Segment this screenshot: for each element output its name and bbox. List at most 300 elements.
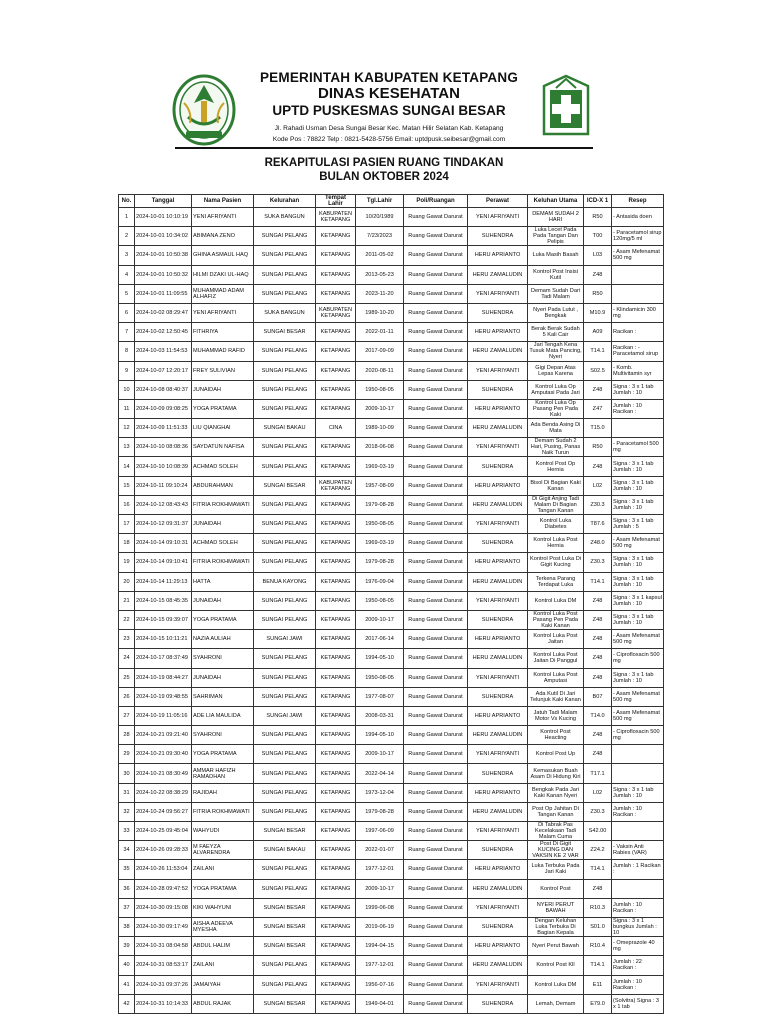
table-cell: GHINA ASMAUL HAQ <box>192 246 254 265</box>
patient-recap-table <box>118 194 664 1014</box>
table-cell: 35 <box>119 860 135 879</box>
table-cell: - Asam Mefenamat 500 mg <box>612 534 664 553</box>
table-cell: Jumlah : 10 Racikan : <box>612 802 664 821</box>
table-row <box>119 630 664 649</box>
table-cell: 2017-09-09 <box>356 342 404 361</box>
table-row <box>119 841 664 860</box>
table-cell: KETAPANG <box>316 706 356 725</box>
table-cell <box>612 419 664 438</box>
table-cell: FITRIA ROKHMAWATI <box>192 495 254 514</box>
table-cell: L02 <box>584 783 612 802</box>
table-cell: Ruang Gawat Darurat <box>404 822 468 841</box>
table-cell: 2024-10-11 09:10:24 <box>135 476 192 495</box>
table-cell: 2024-10-31 10:14:33 <box>135 994 192 1013</box>
table-cell: Ruang Gawat Darurat <box>404 438 468 457</box>
table-cell: KETAPANG <box>316 265 356 284</box>
table-cell: 13 <box>119 438 135 457</box>
table-cell: SUNGAI BAKAU <box>254 419 316 438</box>
table-row <box>119 457 664 476</box>
table-cell: YENI AFRIYANTI <box>468 284 528 303</box>
table-cell: Demam Sudah 2 Hari, Pusing, Panas Naik Turun <box>528 438 584 457</box>
table-cell: SUNGAI PELANG <box>254 246 316 265</box>
table-cell: Z48 <box>584 630 612 649</box>
table-cell: Jari Tengah Kena Tusuk Mata Pancing, Nyeri <box>529 342 582 361</box>
table-cell: R10.4 <box>584 937 612 956</box>
table-cell: HERU ZAMALUDIN <box>468 342 528 361</box>
table-cell: Luka Terbuka Pada Jari Kaki <box>528 860 584 879</box>
table-cell: Ruang Gawat Darurat <box>404 208 468 227</box>
table-cell: MUHAMMAD RAFID <box>192 342 254 361</box>
table-cell: HILMI DZAKI UL-HAQ <box>192 265 254 284</box>
table-cell: SUHENDRA <box>468 764 528 783</box>
table-row <box>119 802 664 821</box>
table-cell: Kemasukan Buah Asam Di Hidung Kiri <box>528 764 584 783</box>
table-cell: 39 <box>119 937 135 956</box>
table-row <box>119 591 664 610</box>
table-cell: Kontrol Post Insisi Kutil <box>528 265 584 284</box>
table-cell: SUNGAI PELANG <box>254 668 316 687</box>
table-cell: 2024-10-10 08:08:36 <box>135 438 192 457</box>
table-cell: AMMAR HAFIZH RAMADHAN <box>192 764 254 783</box>
table-cell: SUHENDRA <box>468 610 528 629</box>
table-cell: SUHENDRA <box>468 457 528 476</box>
table-cell: KETAPANG <box>316 956 356 975</box>
table-cell: JUNAIDAH <box>192 380 254 399</box>
table-cell: NYERI PERUT BAWAH <box>528 898 584 917</box>
table-cell: KETAPANG <box>316 898 356 917</box>
unit-name: UPTD PUSKESMAS SUNGAI BESAR <box>272 103 506 118</box>
table-cell: HATTA <box>192 572 254 591</box>
table-cell: ACHMAD SOLEH <box>192 534 254 553</box>
table-cell: KETAPANG <box>316 994 356 1013</box>
table-cell: Luka Lecet Pada Pada Tangan Dan Pelipis <box>528 227 584 246</box>
table-cell: SUNGAI PELANG <box>254 227 316 246</box>
table-row <box>119 572 664 591</box>
table-cell: 40 <box>119 956 135 975</box>
table-cell: SUNGAI BESAR <box>254 994 316 1013</box>
table-cell: Ruang Gawat Darurat <box>404 917 468 936</box>
table-header-row <box>119 195 664 208</box>
table-cell <box>612 879 664 898</box>
table-cell: Ruang Gawat Darurat <box>404 515 468 534</box>
table-row <box>119 399 664 418</box>
table-cell: Ruang Gawat Darurat <box>404 879 468 898</box>
table-cell: Ruang Gawat Darurat <box>404 572 468 591</box>
table-cell: SUNGAI PELANG <box>254 534 316 553</box>
table-cell: HERU ZAMALUDIN <box>468 572 528 591</box>
table-cell: ADE LIA MAULIDA <box>192 706 254 725</box>
table-cell: SUNGAI PELANG <box>254 649 316 668</box>
table-cell: 1989-10-20 <box>356 303 404 322</box>
table-cell: 2024-10-31 08:04:58 <box>135 937 192 956</box>
table-cell: 25 <box>119 668 135 687</box>
table-cell: SUNGAI PELANG <box>254 860 316 879</box>
table-cell: SUNGAI PELANG <box>254 265 316 284</box>
table-cell: Racikan : - Paracetamol sirup <box>612 342 664 361</box>
table-cell: HERU APRIANTO <box>468 476 528 495</box>
table-cell: 2024-10-30 09:17:49 <box>135 917 192 936</box>
table-cell: Kontrol Luka Post Amputasi <box>528 668 584 687</box>
table-cell: 1977-08-07 <box>356 687 404 706</box>
table-row <box>119 879 664 898</box>
table-cell: R50 <box>584 284 612 303</box>
table-cell: Ada Kutil Di Jari Telunjuk Kaki Kanan <box>528 687 584 706</box>
table-cell: KIKI WAHYUNI <box>192 898 254 917</box>
table-cell: 2024-10-01 10:10:19 <box>135 208 192 227</box>
table-row <box>119 649 664 668</box>
table-cell: 2024-10-01 10:50:38 <box>135 246 192 265</box>
report-title-line1: REKAPITULASI PASIEN RUANG TINDAKAN <box>264 157 504 169</box>
table-cell: 9 <box>119 361 135 380</box>
table-cell: SUNGAI PELANG <box>254 764 316 783</box>
table-cell: 23 <box>119 630 135 649</box>
table-cell: Signa : 3 x 1 tab Jumlah : 10 <box>612 668 664 687</box>
table-cell: Racikan : <box>612 323 664 342</box>
table-cell: - Paracetamol 500 mg <box>612 438 664 457</box>
table-cell: 2020-08-11 <box>356 361 404 380</box>
table-cell: SAYDATUN NAFISA <box>192 438 254 457</box>
table-cell: 2024-10-01 11:09:55 <box>135 284 192 303</box>
table-cell: ABDUL RAJAK <box>192 994 254 1013</box>
table-cell: Ruang Gawat Darurat <box>404 610 468 629</box>
table-cell: Kontrol Luka Post Pasang Pen Pada Kaki Kanan <box>528 610 584 629</box>
table-cell: SUNGAI PELANG <box>254 802 316 821</box>
table-cell: 2022-01-07 <box>356 841 404 860</box>
table-cell: SUHENDRA <box>468 994 528 1013</box>
table-cell: FITRIA ROKHMAWATI <box>192 802 254 821</box>
table-cell: E79.0 <box>584 994 612 1013</box>
table-cell: - Komb. Multivitamin syr <box>612 361 664 380</box>
table-cell: T17.1 <box>584 764 612 783</box>
table-cell: SUNGAI PELANG <box>254 975 316 994</box>
table-cell: ZAILANI <box>192 860 254 879</box>
table-cell: 2024-10-12 09:31:37 <box>135 515 192 534</box>
table-cell: KETAPANG <box>316 591 356 610</box>
table-cell: JUNAIDAH <box>192 591 254 610</box>
table-cell: Z47 <box>584 399 612 418</box>
table-cell: Di Tabrak Pas Kecelakaan Tadi Malam Cuma <box>528 822 584 841</box>
table-cell: T14.1 <box>584 572 612 591</box>
table-cell: Kontrol Post Luka Di Gigit Kucing <box>528 553 584 572</box>
table-cell: Jumlah : 10 Racikan : <box>612 898 664 917</box>
table-cell: SUHENDRA <box>468 917 528 936</box>
table-cell: YENI AFRIYANTI <box>192 208 254 227</box>
table-cell: 41 <box>119 975 135 994</box>
table-cell: 28 <box>119 726 135 745</box>
table-cell: Ruang Gawat Darurat <box>404 265 468 284</box>
table-cell: KABUPATEN KETAPANG <box>316 208 356 227</box>
table-cell: KETAPANG <box>316 515 356 534</box>
table-cell: 16 <box>119 495 135 514</box>
table-cell: Nyeri Pada Lutut , Bengkak <box>528 303 584 322</box>
table-cell: Z48 <box>584 610 612 629</box>
table-cell: Dengan Keluhan Luka Terbuka Di Bagian Kepala <box>528 917 584 936</box>
table-cell: KETAPANG <box>316 361 356 380</box>
table-row <box>119 610 664 629</box>
table-cell: 31 <box>119 783 135 802</box>
table-cell: KETAPANG <box>316 687 356 706</box>
table-cell: Signa : 3 x 1 tab Jumlah : 10 <box>612 572 664 591</box>
table-cell: KETAPANG <box>316 802 356 821</box>
table-cell: Ruang Gawat Darurat <box>404 303 468 322</box>
table-cell: NAZIA AULIAH <box>192 630 254 649</box>
table-cell: 34 <box>119 841 135 860</box>
table-cell: 26 <box>119 687 135 706</box>
table-cell: Demam Sudah Dari Tadi Malam <box>528 284 584 303</box>
table-cell: 2023-11-20 <box>356 284 404 303</box>
table-cell: 2024-10-31 08:53:17 <box>135 956 192 975</box>
table-cell: Kontrol Post Heacting <box>528 726 584 745</box>
table-row <box>119 956 664 975</box>
address-line: Jl. Rahadi Usman Desa Sungai Besar Kec. Matan Hilir Selatan Kab. Ketapang <box>274 125 504 132</box>
table-cell: Ruang Gawat Darurat <box>404 745 468 764</box>
table-cell: Z48 <box>584 879 612 898</box>
table-cell: KETAPANG <box>316 764 356 783</box>
table-cell: 2022-04-14 <box>356 764 404 783</box>
table-cell: 2024-10-19 09:48:55 <box>135 687 192 706</box>
table-cell: 36 <box>119 879 135 898</box>
table-cell: R10.3 <box>584 898 612 917</box>
table-cell: Signa : 3 x 1 bungkus Jumlah : 10 <box>612 917 664 936</box>
table-cell: 2024-10-14 09:10:41 <box>135 553 192 572</box>
table-cell: WAHYUDI <box>192 822 254 841</box>
table-cell: 2024-10-02 12:50:45 <box>135 323 192 342</box>
table-cell: YENI AFRIYANTI <box>468 975 528 994</box>
table-cell: 2024-10-03 11:54:53 <box>135 342 192 361</box>
table-cell: 2024-10-02 08:29:47 <box>135 303 192 322</box>
table-cell: YOGA PRATAMA <box>192 610 254 629</box>
table-row <box>119 668 664 687</box>
table-cell: SUHENDRA <box>468 841 528 860</box>
table-cell: Z48 <box>584 745 612 764</box>
table-cell: 1950-08-05 <box>356 515 404 534</box>
contact-line: Kode Pos : 78822 Telp : 0821-5428-5756 Email: uptdpusk.seibesar@gmail.com <box>272 136 506 143</box>
table-cell: Signa : 3 x 1 tab Jumlah : 10 <box>612 476 664 495</box>
table-cell: 17 <box>119 515 135 534</box>
table-cell: SUNGAI PELANG <box>254 783 316 802</box>
table-row <box>119 764 664 783</box>
table-cell: Bengkak Pada Jari Kaki Kanan Nyeri <box>528 783 584 802</box>
table-cell: 2024-10-31 09:37:26 <box>135 975 192 994</box>
table-cell: YENI AFRIYANTI <box>468 591 528 610</box>
table-cell: KETAPANG <box>316 495 356 514</box>
table-cell: 1979-08-28 <box>356 553 404 572</box>
table-cell: Ruang Gawat Darurat <box>404 687 468 706</box>
table-cell: 2024-10-28 09:47:52 <box>135 879 192 898</box>
table-cell: Z48 <box>584 668 612 687</box>
table-cell: T00 <box>584 227 612 246</box>
table-cell: Ruang Gawat Darurat <box>404 706 468 725</box>
agency-name: DINAS KESEHATAN <box>318 85 460 102</box>
table-row <box>119 246 664 265</box>
table-cell: Ruang Gawat Darurat <box>404 380 468 399</box>
table-cell: 6 <box>119 303 135 322</box>
table-cell: SAHRIMAN <box>192 687 254 706</box>
table-cell: SUNGAI BESAR <box>254 898 316 917</box>
table-cell: Z48 <box>584 265 612 284</box>
table-cell: Kontrol Post <box>528 879 584 898</box>
table-row <box>119 284 664 303</box>
table-cell: 1979-08-28 <box>356 802 404 821</box>
table-cell: YENI AFRIYANTI <box>468 361 528 380</box>
table-cell: 2024-10-19 11:05:16 <box>135 706 192 725</box>
table-cell: - Vaksin Anti Rabies (VAR) <box>612 841 664 860</box>
table-cell: SUNGAI PELANG <box>254 399 316 418</box>
table-cell: KETAPANG <box>316 668 356 687</box>
table-cell: 2024-10-21 09:21:40 <box>135 726 192 745</box>
table-cell: Post Di Gigit KUCING DAN VAKSIN KE 2 VAR <box>528 841 584 860</box>
table-cell: KETAPANG <box>316 726 356 745</box>
table-cell: - Asam Mefenamat 500 mg <box>612 706 664 725</box>
table-cell: SYAHRONI <box>192 649 254 668</box>
table-cell: 4 <box>119 265 135 284</box>
table-cell: Signa : 3 x 1 tab Jumlah : 10 <box>612 553 664 572</box>
table-cell: DEMAM SUDAH 2 HARI <box>528 208 584 227</box>
table-cell: Kontrol Luka Post Hernia <box>528 534 584 553</box>
table-cell: 2024-10-21 08:30:49 <box>135 764 192 783</box>
table-cell: T15.0 <box>584 419 612 438</box>
table-cell: 1 <box>119 208 135 227</box>
table-cell: 1957-08-09 <box>356 476 404 495</box>
table-cell <box>612 822 664 841</box>
table-cell: 5 <box>119 284 135 303</box>
table-cell: Ruang Gawat Darurat <box>404 860 468 879</box>
kabupaten-ketapang-emblem-icon <box>172 73 236 147</box>
table-row <box>119 994 664 1013</box>
table-cell: Ruang Gawat Darurat <box>404 898 468 917</box>
table-row <box>119 495 664 514</box>
table-cell <box>612 265 664 284</box>
table-cell: 2024-10-19 08:44:27 <box>135 668 192 687</box>
table-cell: Ruang Gawat Darurat <box>404 668 468 687</box>
table-cell: E11 <box>584 975 612 994</box>
table-cell: Ruang Gawat Darurat <box>404 534 468 553</box>
table-row <box>119 860 664 879</box>
table-row <box>119 726 664 745</box>
table-cell: Kontrol Post Up <box>528 745 584 764</box>
table-row <box>119 438 664 457</box>
table-cell: KETAPANG <box>316 860 356 879</box>
table-cell: Z24.2 <box>584 841 612 860</box>
table-cell: HERU APRIANTO <box>468 553 528 572</box>
table-cell: Ruang Gawat Darurat <box>404 284 468 303</box>
table-cell: Kontrol Post Op Hernia <box>528 457 584 476</box>
table-cell: SUNGAI PELANG <box>254 361 316 380</box>
table-row <box>119 303 664 322</box>
column-header: Tgl.Lahir <box>356 195 404 208</box>
table-cell: - Asam Mefenamat 500 mg <box>612 687 664 706</box>
table-cell: SUNGAI PELANG <box>254 438 316 457</box>
table-cell: Gigi Depan Atas Lepas Karena <box>528 361 584 380</box>
table-cell: 2022-01-11 <box>356 323 404 342</box>
table-cell: - Omeprazole 40 mg <box>612 937 664 956</box>
table-cell: HERU APRIANTO <box>468 937 528 956</box>
table-cell: 1999-06-08 <box>356 898 404 917</box>
table-cell: 1973-12-04 <box>356 783 404 802</box>
report-title <box>0 156 768 184</box>
table-cell: Signa : 3 x 1 tab Jumlah : 10 <box>612 457 664 476</box>
table-cell: 37 <box>119 898 135 917</box>
table-cell: 2024-10-24 09:56:27 <box>135 802 192 821</box>
table-cell: 1979-08-28 <box>356 495 404 514</box>
table-cell: SUNGAI BESAR <box>254 476 316 495</box>
table-cell: SUKA BANGUN <box>254 208 316 227</box>
table-cell: - Asam Mefenamat 500 mg <box>612 246 664 265</box>
table-cell: HERU APRIANTO <box>468 246 528 265</box>
table-cell: SUNGAI PELANG <box>254 457 316 476</box>
table-cell: YENI AFRIYANTI <box>468 822 528 841</box>
table-cell: ZAILANI <box>192 956 254 975</box>
table-cell: Ruang Gawat Darurat <box>404 553 468 572</box>
table-cell: Ruang Gawat Darurat <box>404 399 468 418</box>
table-cell: KETAPANG <box>316 284 356 303</box>
table-cell: KABUPATEN KETAPANG <box>316 303 356 322</box>
table-cell: KETAPANG <box>316 534 356 553</box>
table-cell: 2024-10-01 10:50:32 <box>135 265 192 284</box>
table-row <box>119 706 664 725</box>
column-header: Keluhan Utama <box>528 195 584 208</box>
table-cell: 42 <box>119 994 135 1013</box>
table-cell: SUNGAI PELANG <box>254 745 316 764</box>
table-cell: Ruang Gawat Darurat <box>404 649 468 668</box>
table-cell: T14.1 <box>584 342 612 361</box>
table-cell: Z48 <box>584 591 612 610</box>
table-cell: Ruang Gawat Darurat <box>404 802 468 821</box>
table-cell: T87.6 <box>584 515 612 534</box>
table-cell: KETAPANG <box>316 610 356 629</box>
table-cell: 18 <box>119 534 135 553</box>
table-row <box>119 975 664 994</box>
table-cell: Ruang Gawat Darurat <box>404 956 468 975</box>
table-cell: 1994-04-15 <box>356 937 404 956</box>
table-cell: Jumlah : 10 Racikan : <box>612 975 664 994</box>
table-cell: T14.1 <box>584 956 612 975</box>
table-cell: Ruang Gawat Darurat <box>404 323 468 342</box>
table-cell: Ruang Gawat Darurat <box>404 361 468 380</box>
table-cell: 32 <box>119 802 135 821</box>
table-cell: 2009-10-17 <box>356 879 404 898</box>
table-cell: YENI AFRIYANTI <box>468 668 528 687</box>
table-cell: ACHMAD SOLEH <box>192 457 254 476</box>
table-cell: 2024-10-21 09:30:40 <box>135 745 192 764</box>
table-cell: HERU ZAMALUDIN <box>468 879 528 898</box>
table-cell: T14.1 <box>584 860 612 879</box>
table-cell: HERU APRIANTO <box>468 860 528 879</box>
table-cell: Bisol Di Bagian Kaki Kanan <box>528 476 584 495</box>
table-cell: HERU ZAMALUDIN <box>468 956 528 975</box>
table-row <box>119 917 664 936</box>
table-cell: LIU QIANGHAI <box>192 419 254 438</box>
table-cell: HERU ZAMALUDIN <box>468 726 528 745</box>
table-cell: JAMAIYAH <box>192 975 254 994</box>
letterhead-divider <box>175 147 593 149</box>
table-cell: Ruang Gawat Darurat <box>404 457 468 476</box>
table-row <box>119 361 664 380</box>
table-cell: KETAPANG <box>316 572 356 591</box>
table-cell <box>612 284 664 303</box>
table-cell: SUNGAI PELANG <box>254 284 316 303</box>
table-cell: 1969-03-19 <box>356 534 404 553</box>
table-cell: SUNGAI PELANG <box>254 591 316 610</box>
table-cell: 7/23/2023 <box>356 227 404 246</box>
column-header: Poli/Ruangan <box>404 195 468 208</box>
column-header: Nama Pasien <box>192 195 254 208</box>
table-cell: 2024-10-12 08:43:43 <box>135 495 192 514</box>
column-header: Tempat Lahir <box>316 195 356 208</box>
table-cell: SUNGAI PELANG <box>254 879 316 898</box>
table-row <box>119 687 664 706</box>
table-row <box>119 419 664 438</box>
